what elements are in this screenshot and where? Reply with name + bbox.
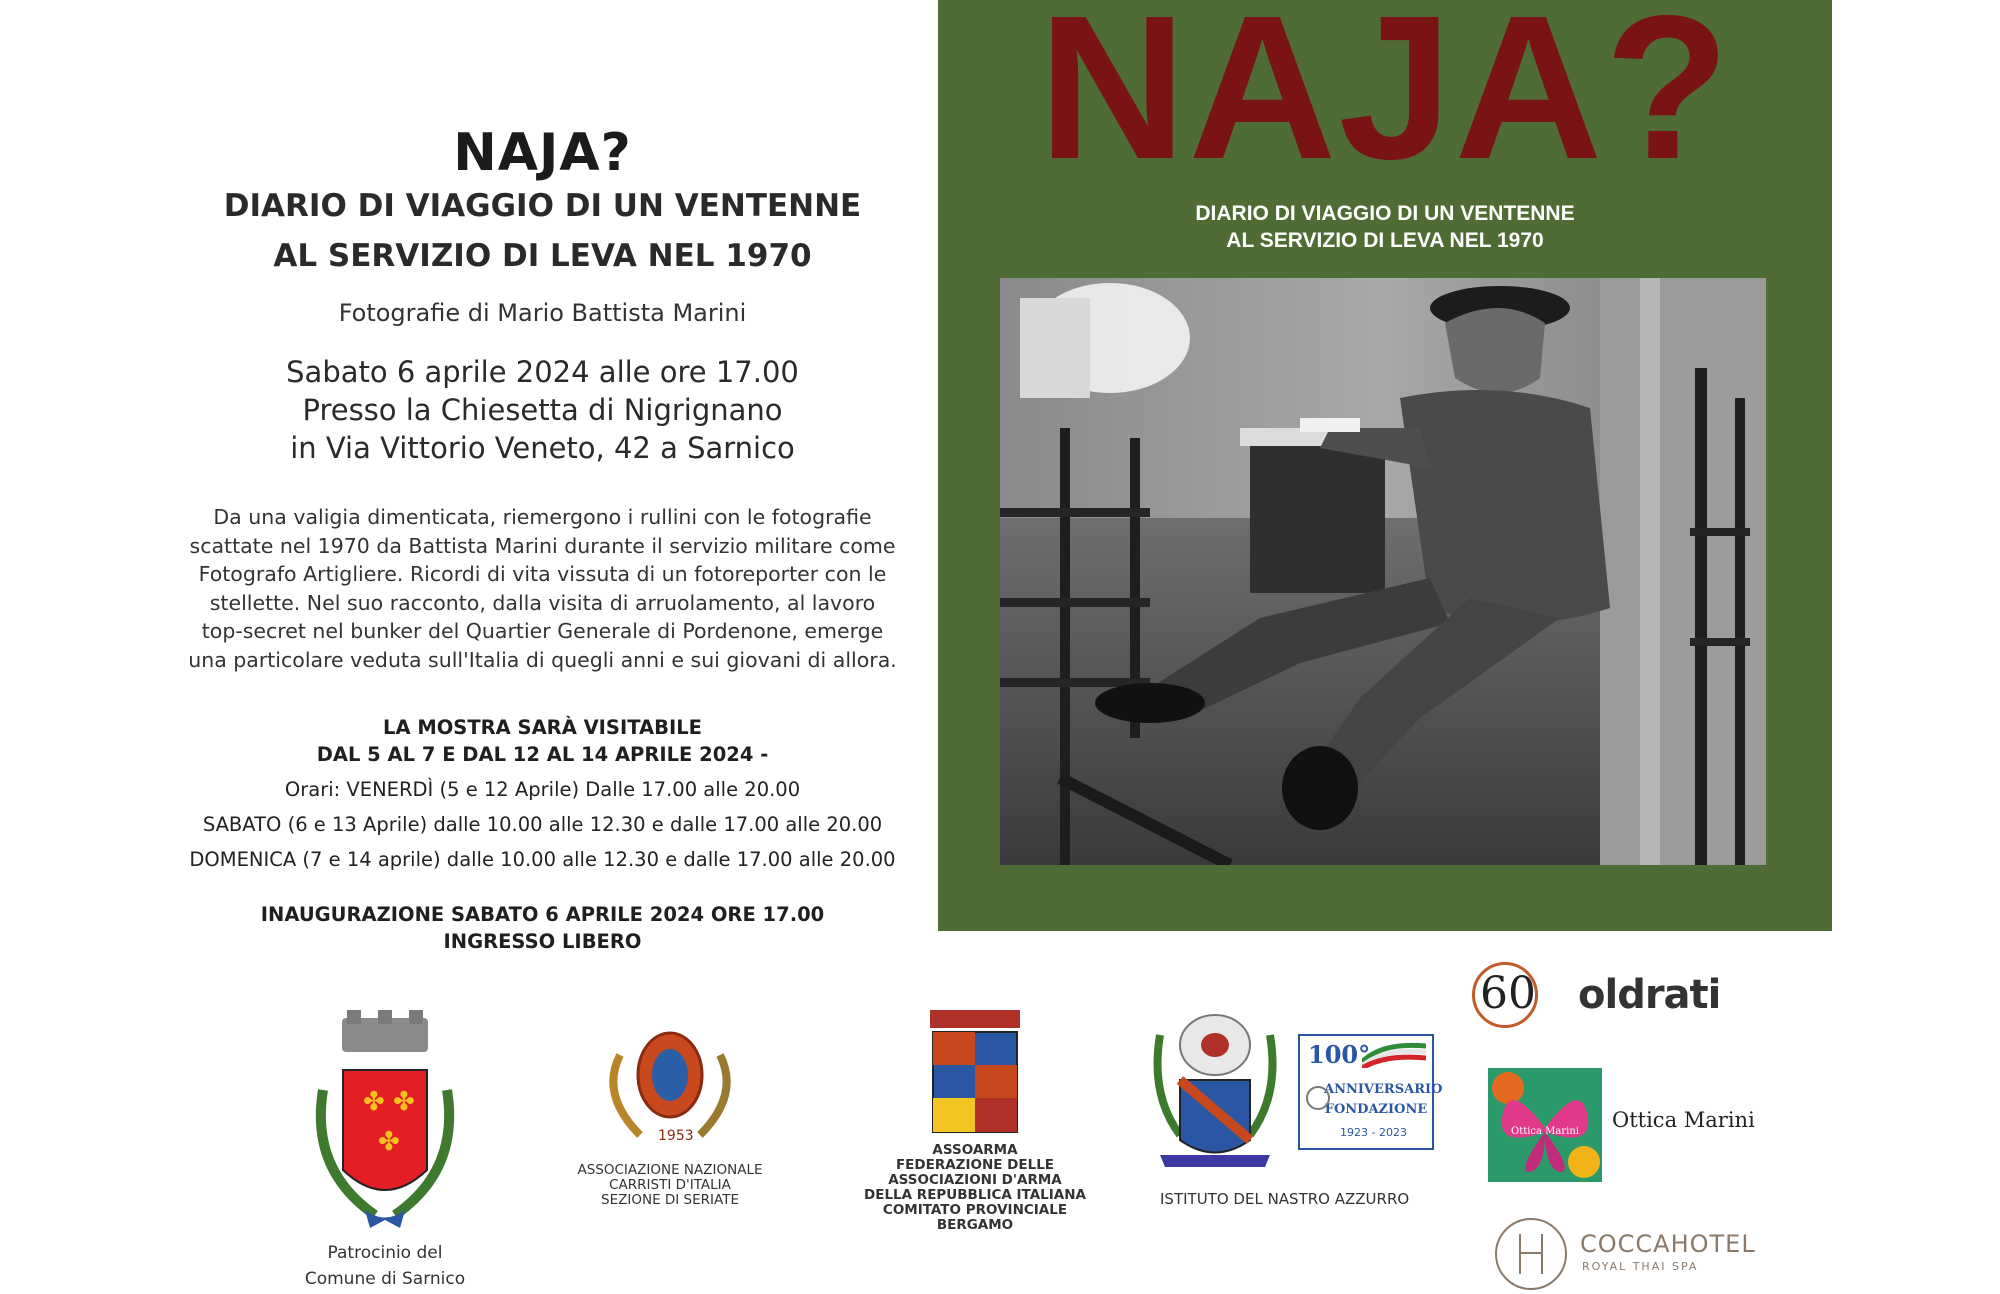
event-subtitle-1: DIARIO DI VIAGGIO DI UN VENTENNE — [223, 188, 862, 224]
svg-text:✤: ✤ — [393, 1087, 415, 1117]
poster-subtitle-2: AL SERVIZIO DI LEVA NEL 1970 — [1226, 229, 1544, 252]
centenary-text — [1324, 1080, 1443, 1120]
assoarma-caption-line: DELLA REPUBBLICA ITALIANA — [864, 1187, 1086, 1203]
carristi-caption-line: ASSOCIAZIONE NAZIONALE — [577, 1162, 763, 1178]
exhibition-line-1: LA MOSTRA SARÀ VISITABILE — [383, 716, 702, 739]
nastro-caption: ISTITUTO DEL NASTRO AZZURRO — [1160, 1190, 1410, 1208]
poster-title: NAJA? — [1038, 0, 1732, 202]
sarnico-caption-line: Patrocinio del — [327, 1243, 443, 1263]
assoarma-caption-line: ASSOCIAZIONI D'ARMA — [888, 1172, 1062, 1188]
description-line: Da una valigia dimenticata, riemergono i rullini con le fotografie — [213, 505, 872, 529]
ottica-marini-butterfly-icon — [1488, 1068, 1602, 1182]
description-line: scattate nel 1970 da Battista Marini durante il servizio militare come — [189, 533, 896, 558]
carristi-emblem-icon — [600, 1025, 740, 1145]
poster-subtitle — [938, 200, 1832, 254]
assoarma-shield-icon — [925, 1010, 1025, 1140]
photographer-credit: Fotografie di Mario Battista Marini — [338, 299, 747, 327]
poster-subtitle-1: DIARIO DI VIAGGIO DI UN VENTENNE — [1195, 202, 1575, 225]
sarnico-caption — [285, 1240, 485, 1292]
event-details — [170, 353, 915, 467]
centenary-line: FONDAZIONE — [1324, 1102, 1428, 1117]
event-venue: Presso la Chiesetta di Nigrignano — [302, 393, 783, 427]
ottica-marini-label: Ottica Marini — [1612, 1108, 1755, 1132]
carristi-caption-line: SEZIONE DI SERIATE — [601, 1192, 739, 1208]
coccahotel-tagline: ROYAL THAI SPA — [1582, 1260, 1699, 1273]
assoarma-caption-line: FEDERAZIONE DELLE — [895, 1157, 1055, 1173]
assoarma-caption-line: COMITATO PROVINCIALE BERGAMO — [882, 1202, 1068, 1233]
soldier-writing-photo — [1000, 278, 1766, 865]
hours-saturday: SABATO (6 e 13 Aprile) dalle 10.00 alle 12.30 e dalle 17.00 alle 20.00 — [202, 813, 883, 836]
poster-panel — [938, 0, 1832, 931]
svg-text:1953: 1953 — [658, 1128, 694, 1144]
exhibition-dates — [170, 714, 915, 768]
oldrati-60-mark — [1472, 962, 1546, 1028]
event-date: Sabato 6 aprile 2024 alle ore 17.00 — [286, 355, 799, 389]
coccahotel-circle-icon — [1495, 1218, 1567, 1290]
italian-flag-ribbon-icon — [1362, 1042, 1426, 1068]
svg-text:✤: ✤ — [378, 1127, 400, 1157]
opening-hours — [170, 772, 915, 877]
event-info-column — [170, 125, 915, 955]
description-line: Fotografo Artigliere. Ricordi di vita vissuta di un fotoreporter con le — [198, 562, 887, 586]
event-description — [170, 503, 915, 674]
exhibition-line-2: DAL 5 AL 7 E DAL 12 AL 14 APRILE 2024 - — [316, 743, 769, 766]
assoarma-caption — [845, 1143, 1105, 1233]
sarnico-coat-of-arms-icon — [305, 1010, 465, 1240]
centenary-years: 1923 - 2023 — [1340, 1126, 1407, 1139]
centenary-number: 100° — [1308, 1040, 1371, 1069]
ottica-badge-text: Ottica Marini — [1511, 1126, 1579, 1137]
description-line: stellette. Nel suo racconto, dalla visita di arruolamento, al lavoro — [209, 590, 876, 615]
inauguration — [170, 901, 915, 955]
oldrati-logo: oldrati — [1578, 972, 1721, 1018]
hours-friday: Orari: VENERDÌ (5 e 12 Aprile) Dalle 17.00 alle 20.00 — [284, 778, 801, 801]
description-line: una particolare veduta sull'Italia di quegli anni e sui giovani di allora. — [188, 647, 897, 672]
nastro-azzurro-emblem-icon — [1150, 1005, 1280, 1175]
carristi-caption-line: CARRISTI D'ITALIA — [609, 1177, 731, 1193]
hours-sunday: DOMENICA (7 e 14 aprile) dalle 10.00 alle 12.30 e dalle 17.00 alle 20.00 — [189, 848, 896, 871]
carristi-caption — [560, 1163, 780, 1208]
free-entry: INGRESSO LIBERO — [443, 930, 642, 953]
medal-icon — [1306, 1086, 1330, 1110]
event-subtitle-2: AL SERVIZIO DI LEVA NEL 1970 — [273, 238, 812, 274]
centenary-line: ANNIVERSARIO — [1324, 1082, 1443, 1097]
centenary-badge — [1298, 1034, 1443, 1150]
oldrati-60: 60 — [1480, 968, 1536, 1019]
event-address: in Via Vittorio Veneto, 42 a Sarnico — [290, 431, 795, 465]
sarnico-caption-line: Comune di Sarnico — [304, 1269, 466, 1289]
svg-text:✤: ✤ — [363, 1087, 385, 1117]
coccahotel-name: COCCAHOTEL — [1580, 1230, 1756, 1258]
inauguration-line: INAUGURAZIONE SABATO 6 APRILE 2024 ORE 17.00 — [260, 903, 825, 926]
description-line: top-secret nel bunker del Quartier Generale di Pordenone, emerge — [201, 619, 884, 643]
assoarma-caption-line: ASSOARMA — [932, 1142, 1018, 1158]
event-title: NAJA? — [453, 123, 632, 183]
